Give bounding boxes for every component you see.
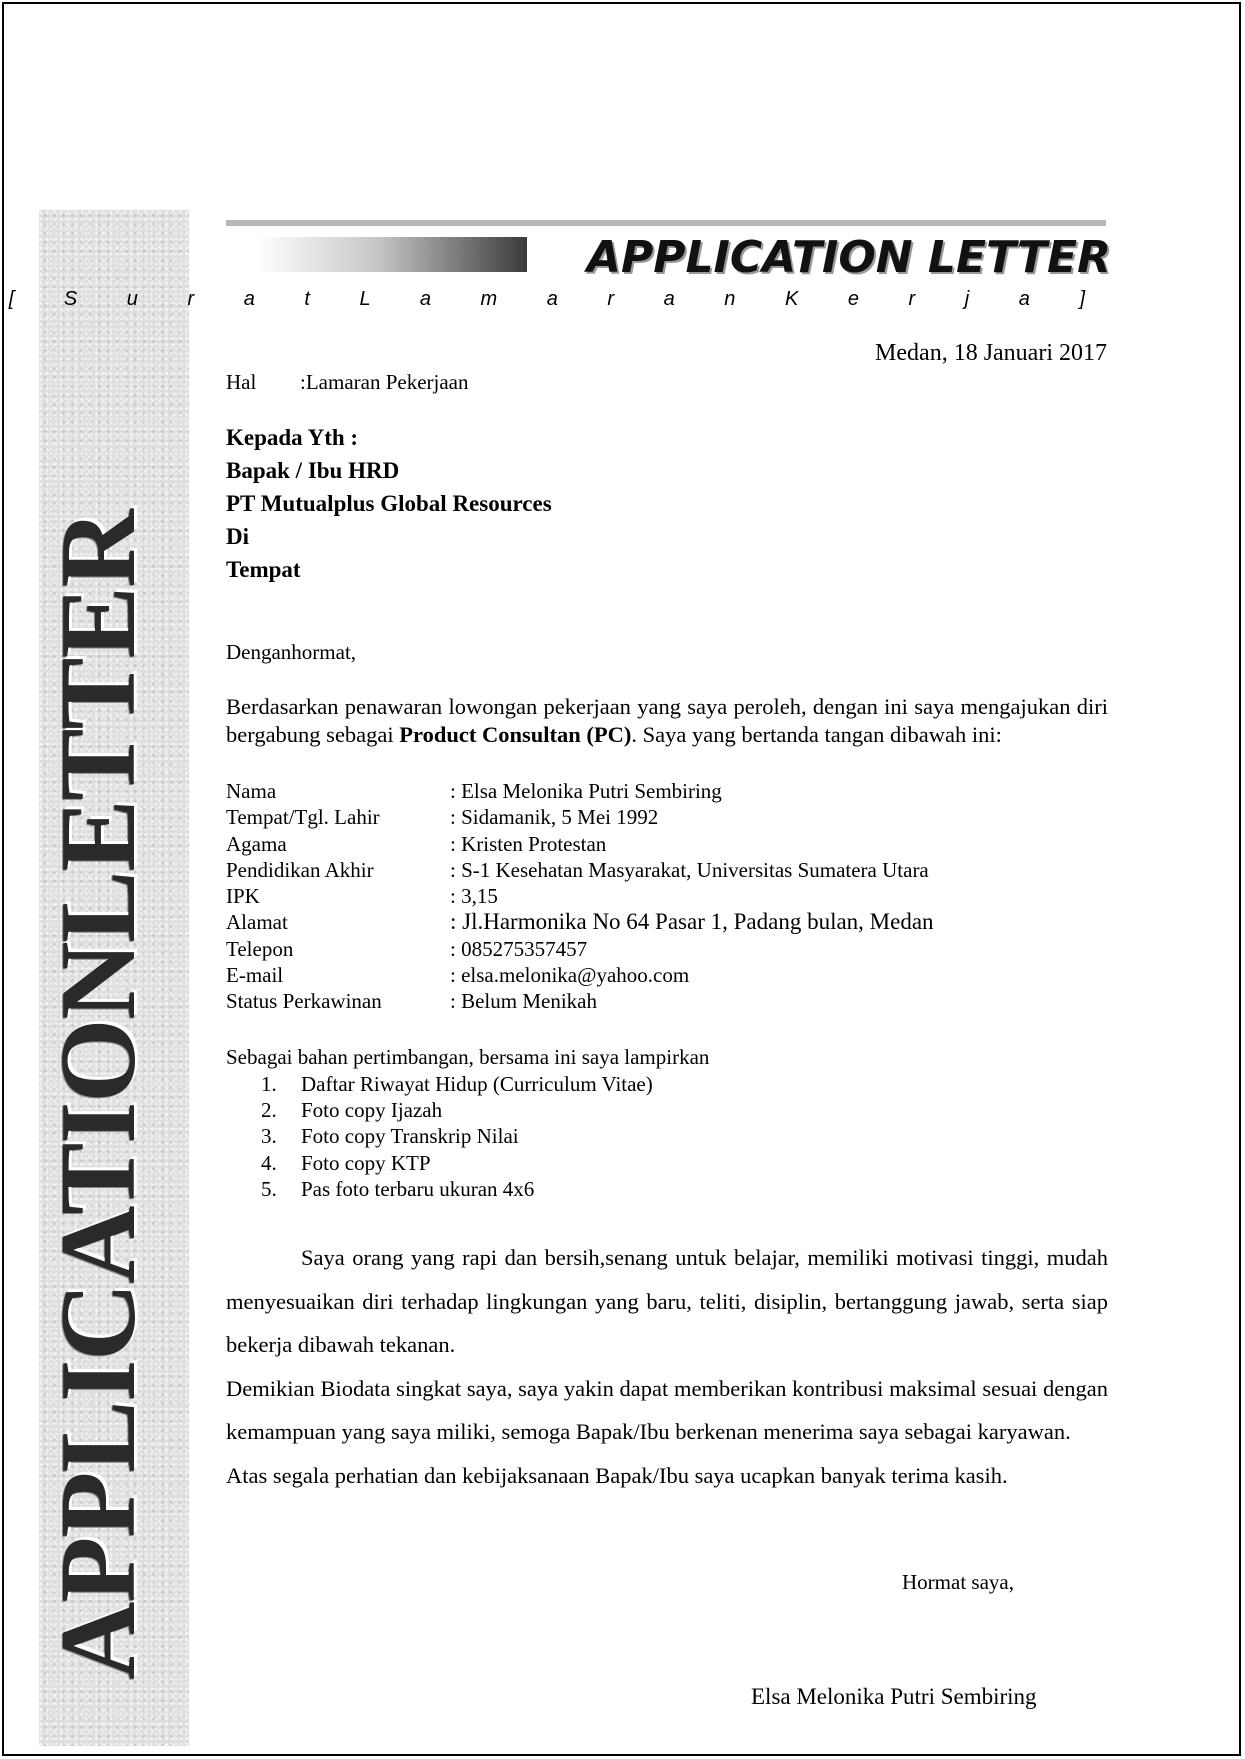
biodata-value: : Elsa Melonika Putri Sembiring	[450, 779, 722, 803]
biodata-value: : S-1 Kesehatan Masyarakat, Universitas Sumatera Utara	[450, 857, 929, 882]
list-item	[226, 1071, 653, 1097]
biodata-row	[226, 936, 934, 962]
complimentary-close: Hormat saya,	[902, 1570, 1014, 1594]
intro-text: Berdasarkan penawaran lowongan pekerjaan yang saya peroleh, dengan ini saya mengajukan diri bergabung sebagai	[226, 694, 1108, 747]
biodata-row	[226, 778, 934, 804]
closing-paragraph-2: Demikian Biodata singkat saya, saya yakin dapat memberikan kontribusi maksimal sesuai dengan kemampuan yang saya miliki, semoga Bapak/Ibu berkenan menerima saya sebagai karyawan.	[226, 1375, 1108, 1444]
header-gradient-bar	[255, 237, 527, 272]
list-item	[226, 1150, 653, 1176]
list-item	[226, 1097, 653, 1123]
letter-title: APPLICATION LETTER	[586, 232, 1111, 283]
list-text: Foto copy KTP	[301, 1150, 431, 1175]
biodata-label: Telepon	[226, 936, 294, 961]
closing-paragraph-1: Saya orang yang rapi dan bersih,senang untuk belajar, memiliki motivasi tinggi, mudah menyesuaikan diri terhadap lingkungan yang baru, teliti, disiplin, bertanggung jawab, serta siap bekerja dibawah tekanan.	[226, 1245, 1108, 1357]
list-item	[226, 1123, 653, 1149]
biodata-value: : Belum Menikah	[450, 989, 597, 1014]
biodata-label: Nama	[226, 779, 277, 803]
biodata-label: Pendidikan Akhir	[226, 857, 374, 882]
biodata-value: : 085275357457	[450, 936, 588, 961]
letter-date: Medan, 18 Januari 2017	[875, 340, 1107, 366]
list-number: 3.	[261, 1124, 277, 1149]
intro-text-end: . Saya yang bertanda tangan dibawah ini:	[631, 722, 1002, 747]
biodata-value: : Sidamanik, 5 Mei 1992	[450, 805, 659, 830]
biodata-row	[226, 883, 934, 909]
list-text: Daftar Riwayat Hidup (Curriculum Vitae)	[301, 1072, 653, 1096]
recipient-line: Tempat	[226, 557, 301, 582]
biodata-label: IPK	[226, 884, 260, 909]
biodata-row	[226, 831, 934, 857]
list-number: 5.	[261, 1176, 277, 1201]
list-text: Foto copy Transkrip Nilai	[301, 1124, 519, 1149]
salutation: Denganhormat,	[226, 640, 357, 664]
biodata-label: Agama	[226, 831, 287, 856]
biodata-label: Alamat	[226, 910, 288, 935]
side-banner-text: APPLICATIONLETTER	[39, 510, 158, 1680]
biodata-label: Status Perkawinan	[226, 989, 382, 1014]
biodata-value: : 3,15	[450, 884, 498, 909]
biodata-label: Tempat/Tgl. Lahir	[226, 805, 380, 830]
position-name: Product Consultan (PC)	[399, 722, 632, 747]
subject-value: :Lamaran Pekerjaan	[300, 370, 469, 394]
header-rule	[226, 220, 1106, 226]
subject-line	[226, 370, 469, 395]
list-item	[226, 1176, 653, 1202]
recipient-line: PT Mutualplus Global Resources	[226, 491, 552, 516]
letter-subtitle: [ S u r a t L a m a r a n K e r j a ]	[8, 288, 1107, 310]
list-text: Pas foto terbaru ukuran 4x6	[301, 1176, 535, 1201]
biodata-row	[226, 988, 934, 1014]
attachments-list	[226, 1071, 653, 1202]
recipient-line: Di	[226, 524, 249, 549]
subject-label: Hal	[226, 370, 257, 394]
attachments-intro: Sebagai bahan pertimbangan, bersama ini saya lampirkan	[226, 1045, 710, 1069]
intro-paragraph	[226, 693, 1108, 749]
list-number: 1.	[261, 1072, 277, 1096]
biodata-row	[226, 909, 934, 935]
recipient-line: Kepada Yth :	[226, 425, 359, 450]
biodata-value: : Kristen Protestan	[450, 831, 607, 856]
signature-name: Elsa Melonika Putri Sembiring	[751, 1684, 1037, 1709]
list-number: 2.	[261, 1098, 277, 1123]
list-text: Foto copy Ijazah	[301, 1098, 443, 1123]
biodata-row	[226, 804, 934, 830]
biodata-label: E-mail	[226, 963, 284, 988]
biodata-row	[226, 857, 934, 883]
closing-paragraph-3: Atas segala perhatian dan kebijaksanaan Bapak/Ibu saya ucapkan banyak terima kasih.	[226, 1462, 1008, 1488]
biodata-value: : Jl.Harmonika No 64 Pasar 1, Padang bulan, Medan	[450, 909, 934, 935]
biodata-row	[226, 962, 934, 988]
biodata-value: : elsa.melonika@yahoo.com	[450, 963, 690, 988]
biodata-table	[226, 778, 934, 1015]
recipient-line: Bapak / Ibu HRD	[226, 458, 400, 483]
list-number: 4.	[261, 1150, 277, 1175]
recipient-block	[226, 421, 552, 586]
closing-section	[226, 1236, 1108, 1497]
